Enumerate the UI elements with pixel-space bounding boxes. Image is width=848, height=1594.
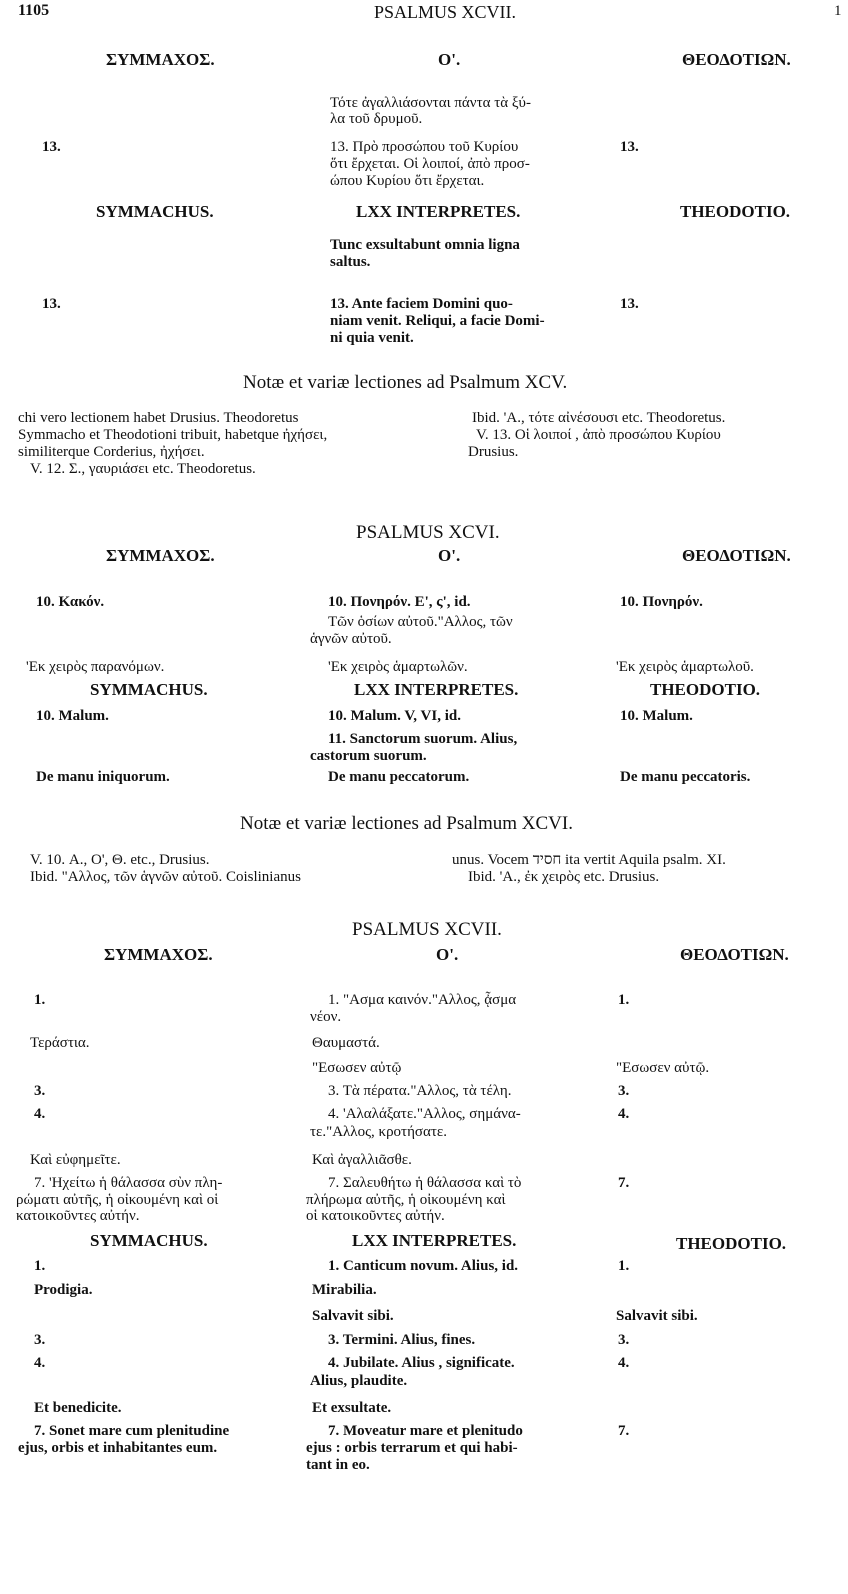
text-line: 10. Malum. V, VI, id. — [328, 708, 461, 724]
text-line: 1. — [34, 1258, 46, 1274]
text-line: 10. Πονηρόν. — [620, 594, 703, 610]
text-line: Mirabilia. — [312, 1282, 377, 1298]
text-line: ἁγνῶν αὐτοῦ. — [310, 631, 392, 647]
verse-number: 13. — [620, 296, 639, 312]
latin-head-symmachus: SYMMACHUS. — [90, 680, 208, 699]
greek-head-symmachus: ΣΥΜΜΑΧΟΣ. — [106, 50, 215, 69]
text-line: 10. Πονηρόν. Ε', ς', id. — [328, 594, 471, 610]
latin-head-symmachus: SYMMACHUS. — [96, 202, 214, 221]
text-line: 11. Sanctorum suorum. Alius, — [328, 731, 518, 747]
greek-head-symmachus: ΣΥΜΜΑΧΟΣ. — [104, 945, 213, 964]
greek-head-theodotion: ΘΕΟΔΟΤΙΩΝ. — [682, 546, 791, 565]
text-line: tant in eo. — [306, 1457, 370, 1473]
text-line: 4. — [618, 1106, 630, 1122]
text-line: 3. — [618, 1332, 630, 1348]
text-line: Τότε ἀγαλλιάσονται πάντα τὰ ξύ- — [330, 95, 531, 111]
text-line: Θαυμαστά. — [312, 1035, 380, 1051]
text-line: niam venit. Reliqui, a facie Domi- — [330, 313, 545, 329]
text-line: 13. Πρὸ προσώπου τοῦ Κυρίου — [330, 139, 519, 155]
latin-head-theodotio: THEODOTIO. — [676, 1234, 787, 1253]
text-line: Et exsultate. — [312, 1400, 392, 1416]
notes-title: Notæ et variæ lectiones ad Psalmum XCVI. — [240, 813, 573, 834]
latin-head-lxx: LXX INTERPRETES. — [352, 1231, 517, 1250]
text-line: 4. — [618, 1355, 630, 1371]
text-line: 7. 'Ηχείτω ἡ θάλασσα σὺν πλη- — [34, 1175, 223, 1191]
greek-head-theodotion: ΘΕΟΔΟΤΙΩΝ. — [682, 50, 791, 69]
page-number: 1105 — [18, 2, 50, 19]
latin-head-lxx: LXX INTERPRETES. — [354, 680, 519, 699]
page-edge-mark: 1 — [834, 3, 842, 19]
text-line: "Εσωσεν αὐτῷ — [312, 1060, 402, 1076]
verse-number: 13. — [620, 139, 639, 155]
text-line: Τεράστια. — [30, 1035, 90, 1051]
text-line: De manu peccatorum. — [328, 769, 470, 785]
text-line: ejus, orbis et inhabitantes eum. — [18, 1440, 218, 1456]
text-line: 1. "Ασμα καινόν."Αλλος, ᾆσμα — [328, 992, 517, 1008]
text-line: 3. — [34, 1083, 46, 1099]
latin-head-lxx: LXX INTERPRETES. — [356, 202, 521, 221]
greek-head-lxx: O'. — [436, 945, 459, 964]
text-line: 10. Κακόν. — [36, 594, 105, 610]
text-line: De manu iniquorum. — [36, 769, 170, 785]
note-line: chi vero lectionem habet Drusius. Theodoretus — [18, 410, 299, 426]
text-line: 7. Sonet mare cum plenitudine — [34, 1423, 230, 1439]
text-line: λα τοῦ δρυμοῦ. — [330, 111, 423, 127]
text-line: 3. — [618, 1083, 630, 1099]
text-line: 3. Τὰ πέρατα."Αλλος, τὰ τέλη. — [328, 1083, 512, 1099]
text-line: castorum suorum. — [310, 748, 427, 764]
text-line: Tunc exsultabunt omnia ligna — [330, 237, 520, 253]
text-line: 7. — [618, 1175, 630, 1191]
note-line: Ibid. "Αλλος, τῶν ἁγνῶν αὐτοῦ. Coislinianus — [30, 869, 301, 885]
text-line: 4. — [34, 1355, 46, 1371]
text-line: 10. Malum. — [620, 708, 693, 724]
text-line: ὅτι ἔρχεται. Οἱ λοιποί, ἀπὸ προσ- — [330, 156, 530, 172]
note-line: Drusius. — [468, 444, 519, 460]
text-line: Καὶ ἀγαλλιᾶσθε. — [312, 1152, 412, 1168]
text-line: Salvavit sibi. — [616, 1308, 698, 1324]
latin-head-theodotio: THEODOTIO. — [680, 202, 791, 221]
psalm-title: PSALMUS XCVII. — [352, 919, 502, 940]
note-line: V. 10. Α., Ο', Θ. etc., Drusius. — [30, 852, 210, 868]
note-line: Ibid. 'Α., τότε αἰνέσουσι etc. Theodoretus. — [472, 410, 726, 426]
latin-head-theodotio: THEODOTIO. — [650, 680, 761, 699]
text-line: ώπου Κυρίου ὅτι ἔρχεται. — [330, 173, 485, 189]
text-line: τε."Αλλος, κροτήσατε. — [310, 1124, 447, 1140]
text-line: 4. — [34, 1106, 46, 1122]
text-line: Καὶ εὐφημεῖτε. — [30, 1152, 121, 1168]
text-line: πλήρωμα αὐτῆς, ἡ οἰκουμένη καὶ — [306, 1192, 506, 1208]
text-line: 'Εκ χειρὸς ἁμαρτωλοῦ. — [616, 659, 754, 675]
note-line: V. 12. Σ., γαυριάσει etc. Theodoretus. — [30, 461, 256, 477]
text-line: "Εσωσεν αὐτῷ. — [616, 1060, 710, 1076]
text-line: Et benedicite. — [34, 1400, 122, 1416]
note-line: unus. Vocem חסיד ita vertit Aquila psalm. XI. — [452, 852, 726, 868]
text-line: οἱ κατοικοῦντες αὐτήν. — [306, 1208, 445, 1224]
text-line: 3. — [34, 1332, 46, 1348]
note-line: V. 13. Οἱ λοιποί , ἀπὸ προσώπου Κυρίου — [476, 427, 721, 443]
text-line: 1. — [618, 992, 630, 1008]
text-line: νέον. — [310, 1009, 342, 1025]
text-line: Alius, plaudite. — [310, 1373, 408, 1389]
text-line: De manu peccatoris. — [620, 769, 751, 785]
text-line: ρώματι αὐτῆς, ἡ οἰκουμένη καὶ οἱ — [16, 1192, 219, 1208]
text-line: 1. — [34, 992, 46, 1008]
note-line: Ibid. 'Α., ἐκ χειρὸς etc. Drusius. — [468, 869, 660, 885]
verse-number: 13. — [42, 296, 61, 312]
text-line: ejus : orbis terrarum et qui habi- — [306, 1440, 518, 1456]
greek-head-theodotion: ΘΕΟΔΟΤΙΩΝ. — [680, 945, 789, 964]
notes-title: Notæ et variæ lectiones ad Psalmum XCV. — [243, 372, 568, 393]
text-line: 'Εκ χειρὸς παρανόμων. — [26, 659, 165, 675]
text-line: 4. Jubilate. Alius , significate. — [328, 1355, 515, 1371]
note-line: similiterque Corderius, ἠχήσει. — [18, 444, 205, 460]
text-line: 1. Canticum novum. Alius, id. — [328, 1258, 519, 1274]
text-line: Τῶν ὁσίων αὐτοῦ."Αλλος, τῶν — [328, 614, 513, 630]
greek-head-lxx: O'. — [438, 50, 461, 69]
text-line: 'Εκ χειρὸς ἁμαρτωλῶν. — [328, 659, 468, 675]
psalm-title: PSALMUS XCVI. — [356, 522, 500, 543]
text-line: 7. Moveatur mare et plenitudo — [328, 1423, 523, 1439]
greek-head-lxx: O'. — [438, 546, 461, 565]
page-title: PSALMUS XCVII. — [374, 2, 517, 22]
text-line: 13. Ante faciem Domini quo- — [330, 296, 513, 312]
text-line: 7. Σαλευθήτω ἡ θάλασσα καὶ τὸ — [328, 1175, 522, 1191]
text-line: saltus. — [330, 254, 371, 270]
text-line: 10. Malum. — [36, 708, 109, 724]
verse-number: 13. — [42, 139, 61, 155]
text-line: Salvavit sibi. — [312, 1308, 394, 1324]
text-line: 1. — [618, 1258, 630, 1274]
text-line: 4. 'Αλαλάξατε."Αλλος, σημάνα- — [328, 1106, 521, 1122]
latin-head-symmachus: SYMMACHUS. — [90, 1231, 208, 1250]
greek-head-symmachus: ΣΥΜΜΑΧΟΣ. — [106, 546, 215, 565]
note-line: Symmacho et Theodotioni tribuit, habetque ἠχήσει, — [18, 427, 328, 443]
text-line: 3. Termini. Alius, fines. — [328, 1332, 476, 1348]
text-line: Prodigia. — [34, 1282, 93, 1298]
text-line: κατοικοῦντες αὐτήν. — [16, 1208, 140, 1224]
text-line: 7. — [618, 1423, 630, 1439]
text-line: ni quia venit. — [330, 330, 414, 346]
